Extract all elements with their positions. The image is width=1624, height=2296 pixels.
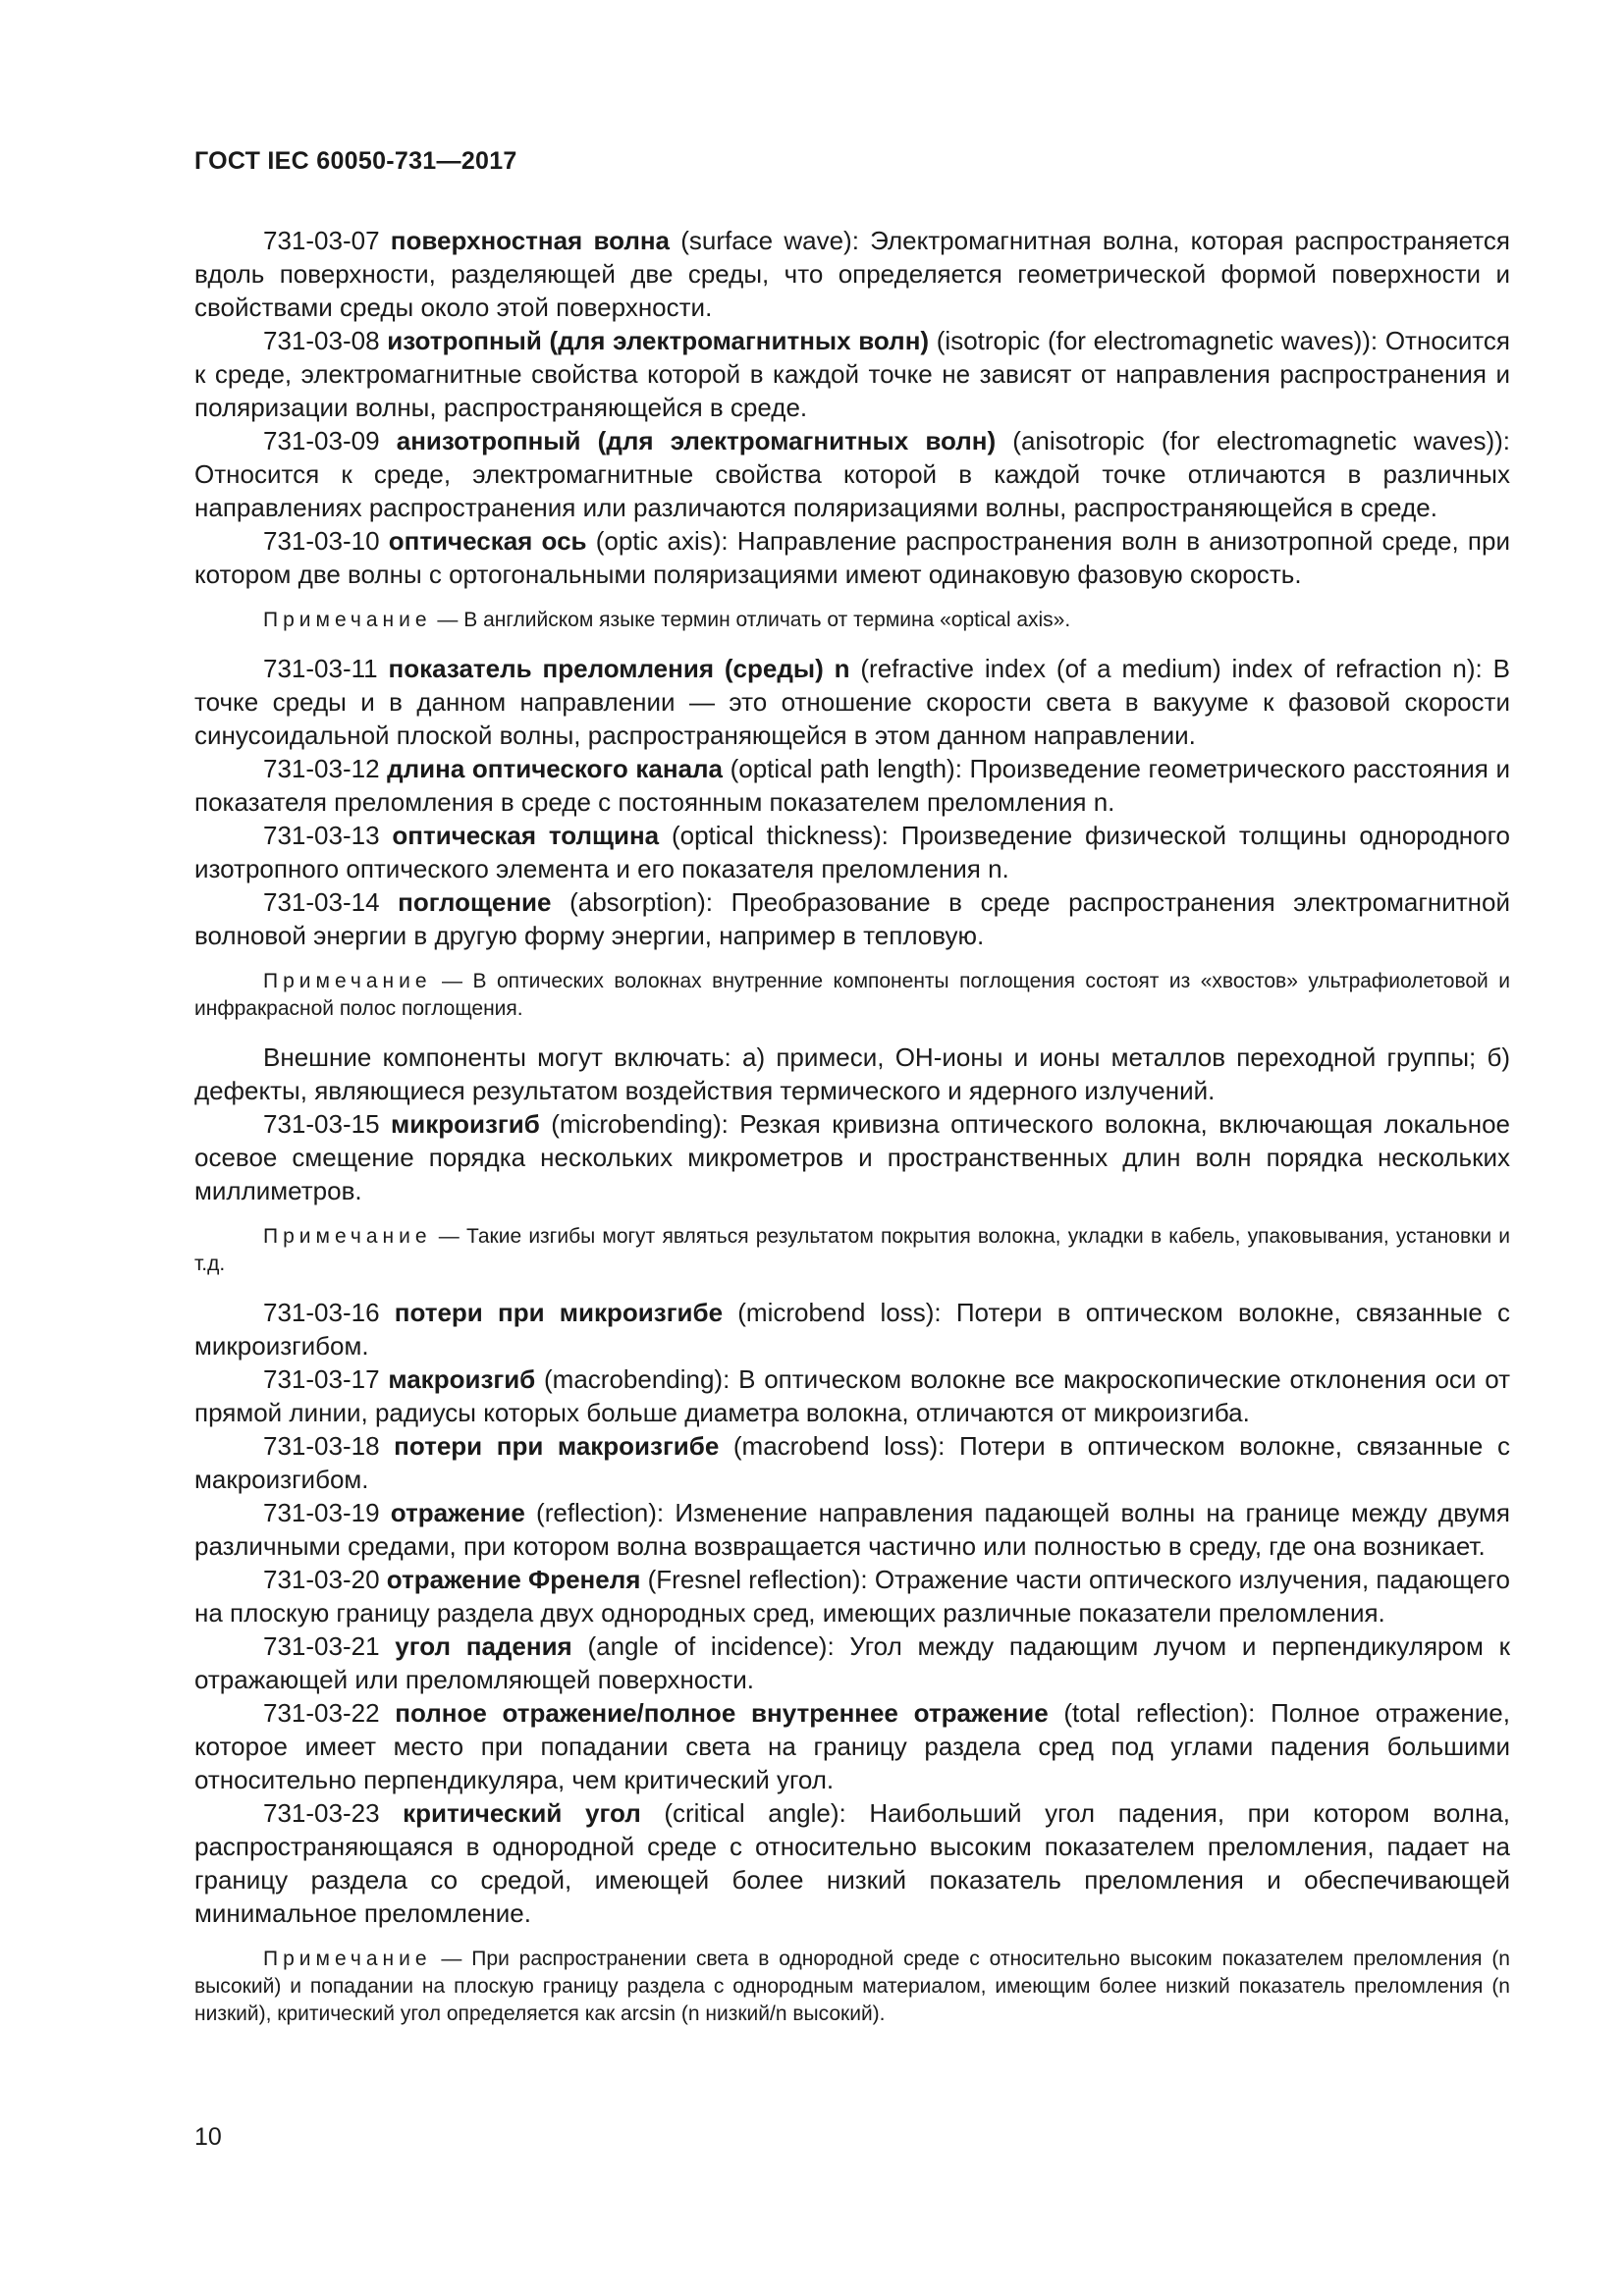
- term-definition: (surface wave): Электромагнитная волна, которая распространяется вдоль поверхности, разделяющей две среды, что определяется геометрической формой поверхности и свойствами среды около этой поверхности.: [194, 226, 1510, 322]
- note-text: — В английском языке термин отличать от термина «optical axis».: [431, 609, 1071, 631]
- term-entry: [194, 1296, 1510, 1362]
- term-code: 731-03-15: [263, 1109, 380, 1139]
- term-code: 731-03-07: [263, 226, 380, 255]
- term-name: отражение: [390, 1498, 525, 1527]
- term-name: поверхностная волна: [390, 226, 670, 255]
- note: [194, 607, 1510, 634]
- term-name: поглощение: [398, 887, 552, 917]
- term-entry: [194, 1563, 1510, 1629]
- page-number: 10: [194, 2123, 222, 2151]
- term-code: 731-03-12: [263, 754, 380, 783]
- note-text: — Такие изгибы могут являться результатом покрытия волокна, укладки в кабель, упаковывания, установки и т.д.: [194, 1225, 1510, 1275]
- term-name: показатель преломления (среды) n: [388, 654, 850, 683]
- term-entry: [194, 752, 1510, 819]
- term-entry: [194, 1696, 1510, 1796]
- note: [194, 1946, 1510, 2028]
- note-label: Примечание: [263, 1225, 432, 1248]
- term-name: потери при макроизгибе: [394, 1431, 720, 1461]
- term-code: 731-03-08: [263, 326, 380, 355]
- note-text: — В оптических волокнах внутренние компоненты поглощения состоят из «хвостов» ультрафиолетовой и инфракрасной полос поглощения.: [194, 970, 1510, 1020]
- term-code: 731-03-22: [263, 1698, 380, 1728]
- term-name: длина оптического канала: [387, 754, 724, 783]
- term-definition: (microbending): Резкая кривизна оптического волокна, включающая локальное осевое смещение порядка нескольких микрометров и пространственных длин волн порядка нескольких миллиметров.: [194, 1109, 1510, 1205]
- term-entry: [194, 1796, 1510, 1930]
- term-name: оптическая толщина: [392, 821, 660, 850]
- note-label: Примечание: [263, 609, 432, 631]
- term-definition: (angle of incidence): Угол между падающим лучом и перпендикуляром к отражающей или преломляющей поверхности.: [194, 1631, 1510, 1694]
- term-entry: [194, 524, 1510, 591]
- term-entry: [194, 1429, 1510, 1496]
- term-code: 731-03-20: [263, 1565, 380, 1594]
- term-name: микроизгиб: [391, 1109, 540, 1139]
- note: [194, 968, 1510, 1023]
- term-definition: (absorption): Преобразование в среде распространения электромагнитной волновой энергии в другую форму энергии, например в тепловую.: [194, 887, 1510, 950]
- term-name: критический угол: [403, 1798, 641, 1828]
- term-definition: (critical angle): Наибольший угол падения, при котором волна, распространяющаяся в однородной среде с относительно высоким показателем преломления, падает на границу раздела со средой, имеющей более низкий показатель преломления и обеспечивающей минимальное преломление.: [194, 1798, 1510, 1928]
- term-name: изотропный (для электромагнитных волн): [387, 326, 930, 355]
- term-entry: [194, 652, 1510, 752]
- note-label: Примечание: [263, 970, 432, 992]
- term-code: 731-03-10: [263, 526, 380, 556]
- term-entry: [194, 1362, 1510, 1429]
- term-name: оптическая ось: [388, 526, 587, 556]
- document-body: [194, 224, 1510, 2046]
- term-code: 731-03-11: [263, 654, 378, 683]
- term-definition: (microbend loss): Потери в оптическом волокне, связанные с микроизгибом.: [194, 1298, 1510, 1361]
- term-code: 731-03-18: [263, 1431, 380, 1461]
- term-code: 731-03-17: [263, 1364, 380, 1394]
- term-code: 731-03-16: [263, 1298, 380, 1327]
- term-code: 731-03-23: [263, 1798, 380, 1828]
- note: [194, 1223, 1510, 1278]
- term-name: макроизгиб: [388, 1364, 536, 1394]
- term-name: анизотропный (для электромагнитных волн): [396, 426, 997, 455]
- term-entry: [194, 1107, 1510, 1207]
- standard-code-header: ГОСТ IEC 60050-731—2017: [194, 147, 517, 175]
- paragraph: [194, 1041, 1510, 1107]
- term-definition: (optical thickness): Произведение физической толщины однородного изотропного оптического элемента и его показателя преломления n.: [194, 821, 1510, 883]
- term-definition: (macrobend loss): Потери в оптическом волокне, связанные с макроизгибом.: [194, 1431, 1510, 1494]
- term-name: полное отражение/полное внутреннее отражение: [395, 1698, 1049, 1728]
- term-name: потери при микроизгибе: [394, 1298, 724, 1327]
- term-definition: (isotropic (for electromagnetic waves)): Относится к среде, электромагнитные свойства которой в каждой точке не зависят от направления распространения и поляризации волны, распространяющейся в среде.: [194, 326, 1510, 422]
- term-entry: [194, 1496, 1510, 1563]
- term-definition: (macrobending): В оптическом волокне все макроскопические отклонения оси от прямой линии, радиусы которых больше диаметра волокна, отличаются от микроизгиба.: [194, 1364, 1510, 1427]
- term-definition: (optical path length): Произведение геометрического расстояния и показателя преломления в среде с постоянным показателем преломления n.: [194, 754, 1510, 817]
- term-code: 731-03-09: [263, 426, 380, 455]
- term-entry: [194, 324, 1510, 424]
- term-code: 731-03-19: [263, 1498, 380, 1527]
- term-definition: (reflection): Изменение направления падающей волны на границе между двумя различными средами, при котором волна возвращается частично или полностью в среду, где она возникает.: [194, 1498, 1510, 1561]
- term-definition: (total reflection): Полное отражение, которое имеет место при попадании света на границу раздела сред под углами падения большими относительно перпендикуляра, чем критический угол.: [194, 1698, 1510, 1794]
- term-name: отражение Френеля: [386, 1565, 641, 1594]
- term-code: 731-03-13: [263, 821, 380, 850]
- note-label: Примечание: [263, 1948, 432, 1970]
- term-definition: (anisotropic (for electromagnetic waves)): Относится к среде, электромагнитные свойства которой в каждой точке отличаются в различных направлениях распространения или различаются поляризациями волны, распространяющейся в среде.: [194, 426, 1510, 522]
- term-name: угол падения: [395, 1631, 572, 1661]
- term-entry: [194, 819, 1510, 885]
- term-definition: (optic axis): Направление распространения волн в анизотропной среде, при котором две волны с ортогональными поляризациями имеют одинаковую фазовую скорость.: [194, 526, 1510, 589]
- term-entry: [194, 885, 1510, 952]
- term-entry: [194, 224, 1510, 324]
- term-definition: (refractive index (of a medium) index of refraction n): В точке среды и в данном направлении — это отношение скорости света в вакууме к фазовой скорости синусоидальной плоской волны, распространяющейся в этом данном направлении.: [194, 654, 1510, 750]
- paragraph-text: Внешние компоненты могут включать: а) примеси, ОН-ионы и ионы металлов переходной группы; б) дефекты, являющиеся результатом воздействия термического и ядерного излучений.: [194, 1042, 1510, 1105]
- term-definition: (Fresnel reflection): Отражение части оптического излучения, падающего на плоскую границу раздела двух однородных сред, имеющих различные показатели преломления.: [194, 1565, 1510, 1628]
- term-code: 731-03-14: [263, 887, 380, 917]
- term-code: 731-03-21: [263, 1631, 380, 1661]
- term-entry: [194, 1629, 1510, 1696]
- term-entry: [194, 424, 1510, 524]
- note-text: — При распространении света в однородной среде с относительно высоким показателем преломления (n высокий) и попадании на плоскую границу раздела с однородным материалом, имеющим более низкий показатель преломления (n низкий), критический угол определяется как arcsin (n низкий/n высокий).: [194, 1948, 1510, 2025]
